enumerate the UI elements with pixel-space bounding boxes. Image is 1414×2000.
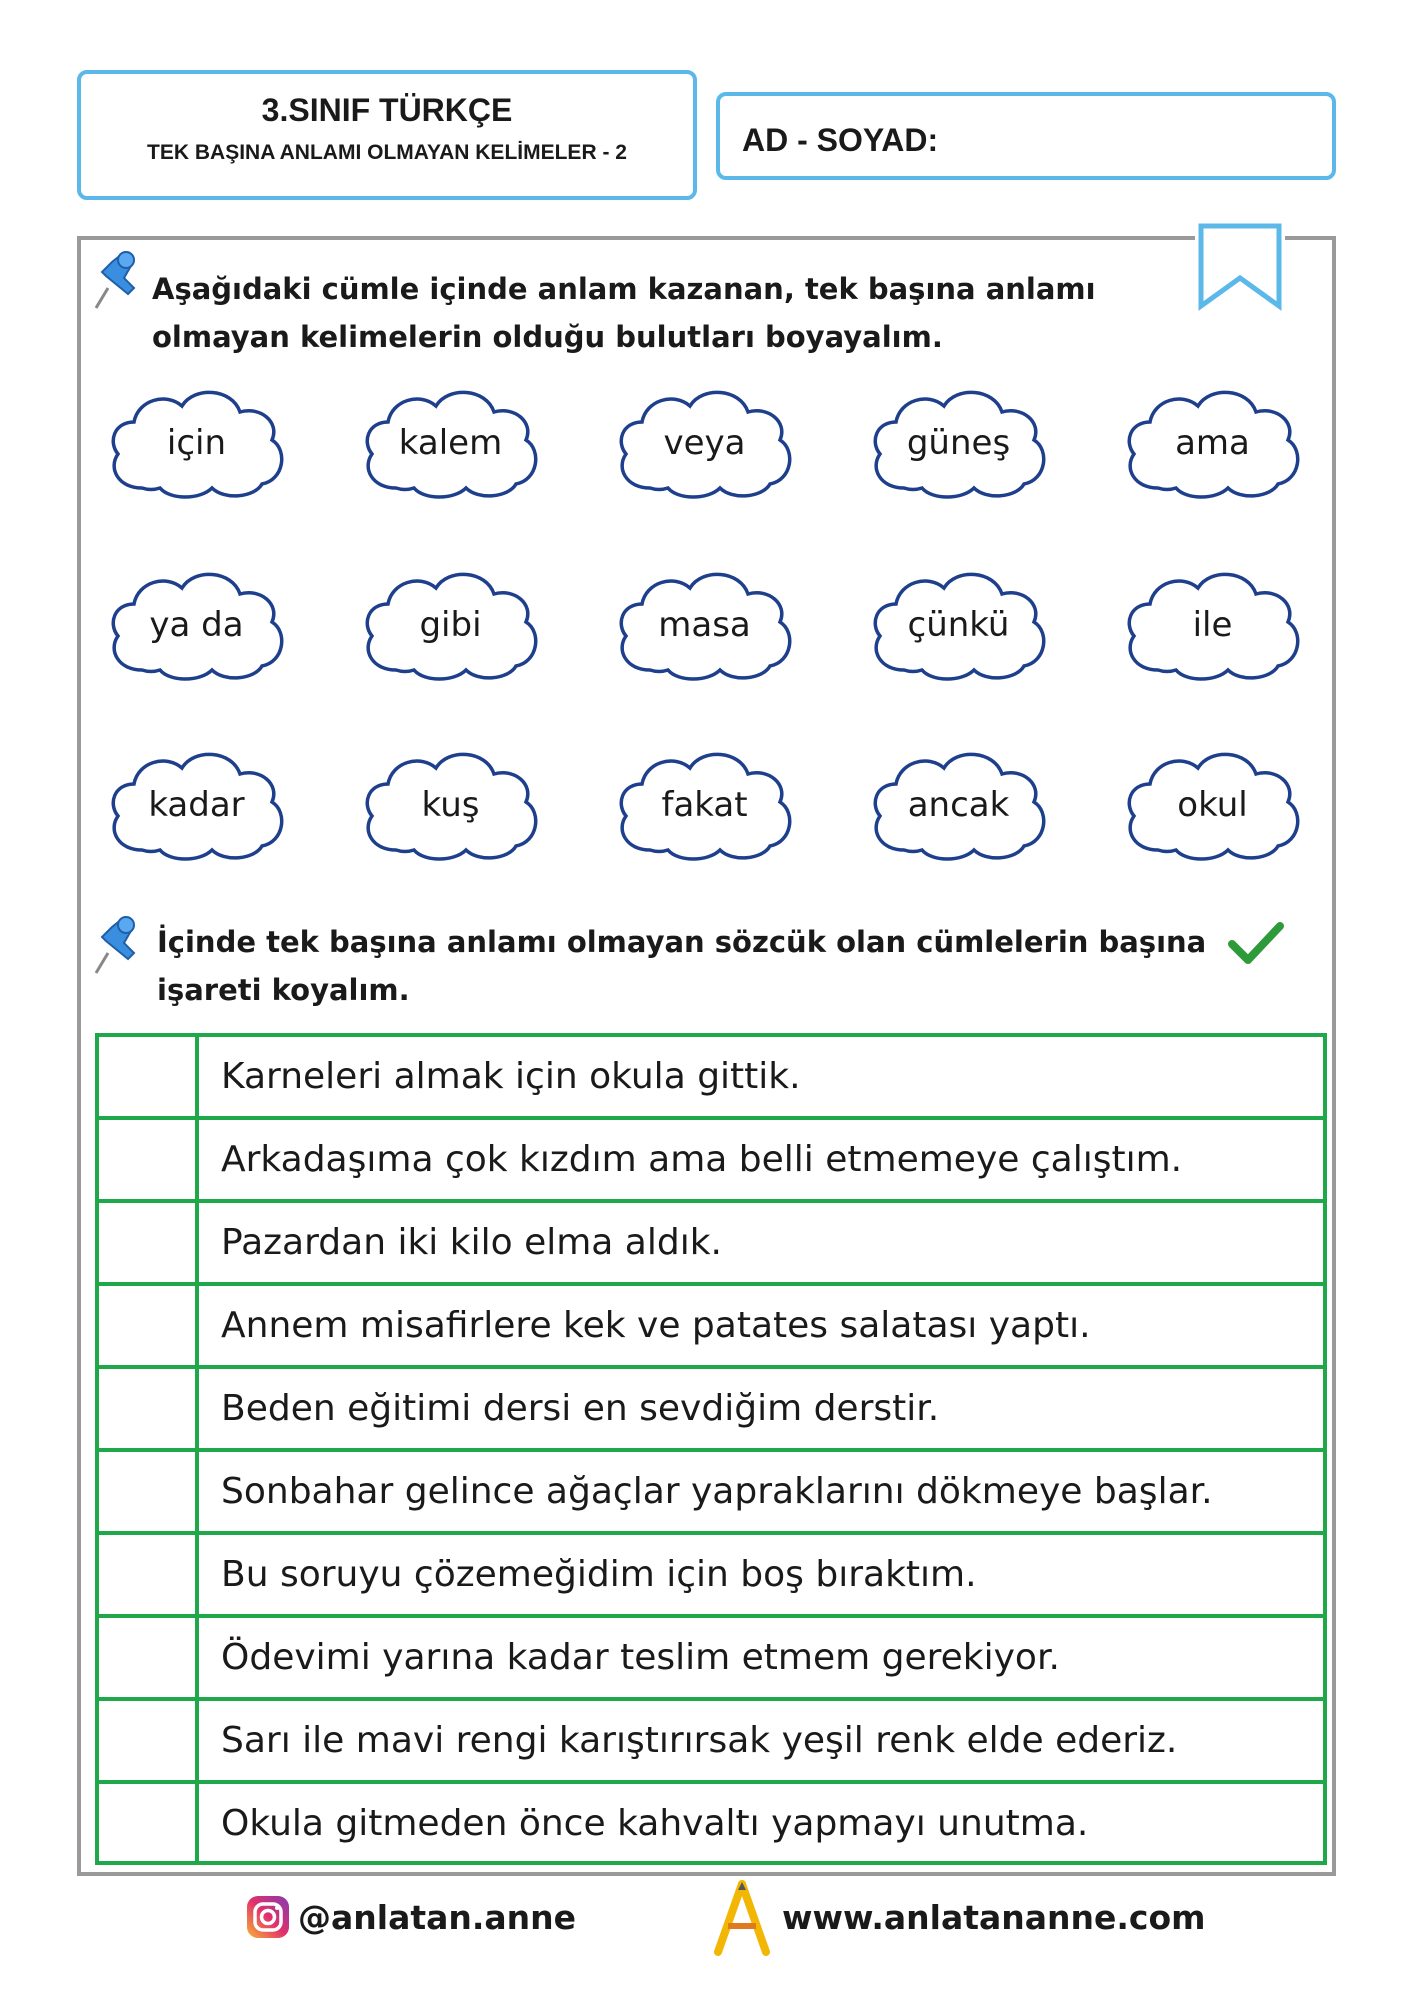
table-row [99, 1784, 1323, 1861]
instruction-1 [152, 265, 1096, 361]
cloud[interactable] [358, 742, 543, 867]
sentence-text: Arkadaşıma çok kızdım ama belli etmemeye çalıştım. [221, 1139, 1183, 1180]
page-title: 3.SINIF TÜRKÇE [261, 92, 513, 128]
instruction-2 [157, 918, 1206, 1014]
sentence-text: Annem misafirlere kek ve patates salatası yaptı. [221, 1305, 1091, 1346]
table-row [99, 1037, 1323, 1120]
cloud[interactable] [866, 742, 1051, 867]
checkmark-icon [1228, 920, 1284, 966]
check-cell[interactable] [99, 1203, 199, 1282]
website-link[interactable]: www.anlatananne.com [782, 1898, 1206, 1937]
sentence-text: Bu soruyu çözemeğidim için boş bıraktım. [221, 1554, 977, 1595]
table-row [99, 1120, 1323, 1203]
cloud-label: kuş [421, 784, 480, 825]
check-cell[interactable] [99, 1701, 199, 1780]
table-row [99, 1286, 1323, 1369]
table-row [99, 1618, 1323, 1701]
check-cell[interactable] [99, 1120, 199, 1199]
cloud-label: kalem [398, 422, 503, 463]
cloud-label: ancak [907, 784, 1010, 825]
table-row [99, 1452, 1323, 1535]
instruction-1-line1: Aşağıdaki cümle içinde anlam kazanan, tek başına anlamı [152, 272, 1096, 306]
check-cell[interactable] [99, 1037, 199, 1116]
cloud[interactable] [866, 562, 1051, 687]
cloud-label: ile [1192, 604, 1233, 645]
cloud-label: ama [1175, 422, 1250, 463]
instruction-2-line2: işareti koyalım. [157, 973, 410, 1007]
title-box [77, 70, 697, 200]
pencil-logo-icon [712, 1880, 772, 1956]
check-cell[interactable] [99, 1452, 199, 1531]
cloud-label: çünkü [907, 604, 1010, 645]
check-cell[interactable] [99, 1286, 199, 1365]
cloud[interactable] [104, 742, 289, 867]
table-row [99, 1369, 1323, 1452]
table-row [99, 1203, 1323, 1286]
name-label: AD - SOYAD: [742, 122, 939, 158]
cloud[interactable] [1120, 380, 1305, 505]
cloud-label: okul [1177, 784, 1248, 825]
cloud-label: masa [658, 604, 751, 645]
cloud-label: fakat [661, 784, 748, 825]
push-pin-icon [92, 250, 144, 310]
cloud-label: ya da [149, 604, 244, 645]
cloud[interactable] [866, 380, 1051, 505]
cloud[interactable] [612, 742, 797, 867]
sentence-table [95, 1033, 1327, 1865]
cloud-label: için [166, 422, 227, 463]
cloud[interactable] [104, 380, 289, 505]
cloud-label: veya [663, 422, 746, 463]
page-subtitle: TEK BAŞINA ANLAMI OLMAYAN KELİMELER - 2 [147, 141, 627, 164]
sentence-text: Karneleri almak için okula gittik. [221, 1056, 801, 1097]
cloud[interactable] [1120, 742, 1305, 867]
cloud[interactable] [358, 380, 543, 505]
instagram-handle[interactable]: @anlatan.anne [298, 1898, 577, 1937]
cloud[interactable] [104, 562, 289, 687]
sentence-text: Pazardan iki kilo elma aldık. [221, 1222, 722, 1263]
check-cell[interactable] [99, 1784, 199, 1861]
instruction-2-line1: İçinde tek başına anlamı olmayan sözcük olan cümlelerin başına [157, 925, 1207, 959]
check-cell[interactable] [99, 1369, 199, 1448]
table-row [99, 1701, 1323, 1784]
instruction-1-line2: olmayan kelimelerin olduğu bulutları boyayalım. [152, 320, 943, 354]
cloud-label: güneş [906, 422, 1011, 463]
cloud-label: kadar [148, 784, 245, 825]
sentence-text: Beden eğitimi dersi en sevdiğim derstir. [221, 1388, 940, 1429]
check-cell[interactable] [99, 1535, 199, 1614]
instagram-icon [246, 1895, 290, 1939]
cloud[interactable] [612, 562, 797, 687]
cloud[interactable] [612, 380, 797, 505]
sentence-text: Ödevimi yarına kadar teslim etmem gerekiyor. [221, 1637, 1060, 1678]
bookmark-icon [1195, 222, 1285, 312]
cloud[interactable] [1120, 562, 1305, 687]
push-pin-icon [92, 915, 144, 975]
cloud-label: gibi [419, 604, 482, 645]
table-row [99, 1535, 1323, 1618]
cloud[interactable] [358, 562, 543, 687]
sentence-text: Okula gitmeden önce kahvaltı yapmayı unutma. [221, 1803, 1089, 1844]
check-cell[interactable] [99, 1618, 199, 1697]
name-field[interactable] [716, 92, 1336, 180]
sentence-text: Sonbahar gelince ağaçlar yapraklarını dökmeye başlar. [221, 1471, 1213, 1512]
sentence-text: Sarı ile mavi rengi karıştırırsak yeşil renk elde ederiz. [221, 1720, 1178, 1761]
